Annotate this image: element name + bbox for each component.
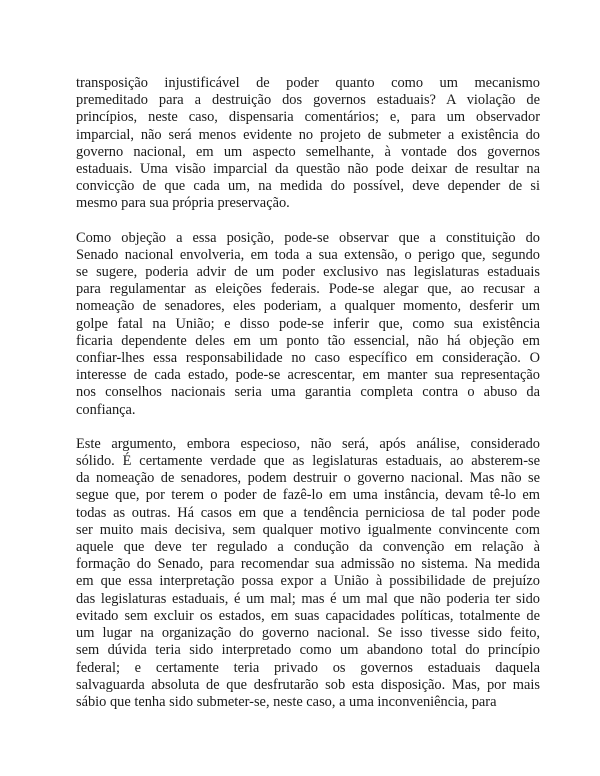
text-line: governo nacional, em um aspecto semelhante, à vontade dos governos xyxy=(76,143,540,160)
text-line: sábio que tenha sido submeter-se, neste caso, a uma inconveniência, para xyxy=(76,693,497,710)
paragraph-1 xyxy=(76,75,540,213)
text-line: transposição injustificável de poder quanto como um mecanismo xyxy=(76,75,540,91)
text-line: aquele que deve ter regulado a condução da convenção em relação à xyxy=(76,539,540,556)
text-line: nomeação de senadores, eles poderiam, a qualquer momento, desferir um xyxy=(76,298,540,315)
text-line: Como objeção a essa posição, pode-se observar que a constituição do xyxy=(76,229,540,246)
text-line: um lugar na organização do governo nacional. Se isso tivesse sido feito, xyxy=(76,625,540,642)
text-line: mesmo para sua própria preservação. xyxy=(76,195,290,212)
text-line: todas as outras. Há casos em que a tendência perniciosa de tal poder pode xyxy=(76,504,540,521)
text-line: golpe fatal na União; e disso pode-se inferir que, como sua existência xyxy=(76,315,540,332)
text-line: para regulamentar as eleições federais. Pode-se alegar que, ao recusar a xyxy=(76,281,540,298)
text-line: convicção de que cada um, na medida do possível, deve depender de si xyxy=(76,178,540,195)
text-line: nos conselhos nacionais seria uma garantia completa contra o abuso da xyxy=(76,384,540,401)
text-line: federal; e certamente teria privado os governos estaduais daquela xyxy=(76,659,540,676)
text-line: ser muito mais decisiva, sem qualquer motivo igualmente convincente com xyxy=(76,521,540,538)
text-line: salvaguarda absoluta de que desfrutarão sob esta disposição. Mas, por mais xyxy=(76,676,540,693)
text-line: formação do Senado, para recomendar sua admissão no sistema. Na medida xyxy=(76,556,540,573)
text-line: evitado sem excluir os estados, em suas capacidades políticas, totalmente de xyxy=(76,607,540,624)
paragraph-2 xyxy=(76,230,540,419)
text-line: Este argumento, embora especioso, não será, após análise, considerado xyxy=(76,435,540,452)
text-line: princípios, neste caso, dispensaria comentários; e, para um observador xyxy=(76,109,540,126)
text-line: Senado nacional envolveria, em toda a sua extensão, o perigo que, segundo xyxy=(76,246,540,263)
text-line: sólido. É certamente verdade que as legislaturas estaduais, ao absterem-se xyxy=(76,453,540,470)
text-line: premeditado para a destruição dos governos estaduais? A violação de xyxy=(76,92,540,109)
body-text xyxy=(76,75,540,711)
text-line: se sugere, poderia advir de um poder exclusivo nas legislaturas estaduais xyxy=(76,264,540,281)
text-line: segue que, por terem o poder de fazê-lo em uma instância, devam tê-lo em xyxy=(76,487,540,504)
paragraph-3 xyxy=(76,436,540,711)
text-line: em que essa interpretação possa expor a União à possibilidade de prejuízo xyxy=(76,573,540,590)
text-line: imparcial, não será menos evidente no projeto de submeter a existência do xyxy=(76,126,540,143)
text-line: estaduais. Uma visão imparcial da questão não pode deixar de resultar na xyxy=(76,161,540,178)
text-line: ficaria dependente deles em um ponto tão essencial, não há objeção em xyxy=(76,332,540,349)
text-line: interesse de cada estado, pode-se acrescentar, em manter sua representação xyxy=(76,367,540,384)
text-line: confiança. xyxy=(76,401,136,418)
text-line: sem dúvida teria sido interpretado como um abandono total do princípio xyxy=(76,642,540,659)
text-line: da nomeação de senadores, podem destruir o governo nacional. Mas não se xyxy=(76,470,540,487)
text-line: confiar-lhes essa responsabilidade no caso específico em consideração. O xyxy=(76,350,540,367)
text-line: das legislaturas estaduais, é um mal; mas é um mal que não poderia ter sido xyxy=(76,590,540,607)
